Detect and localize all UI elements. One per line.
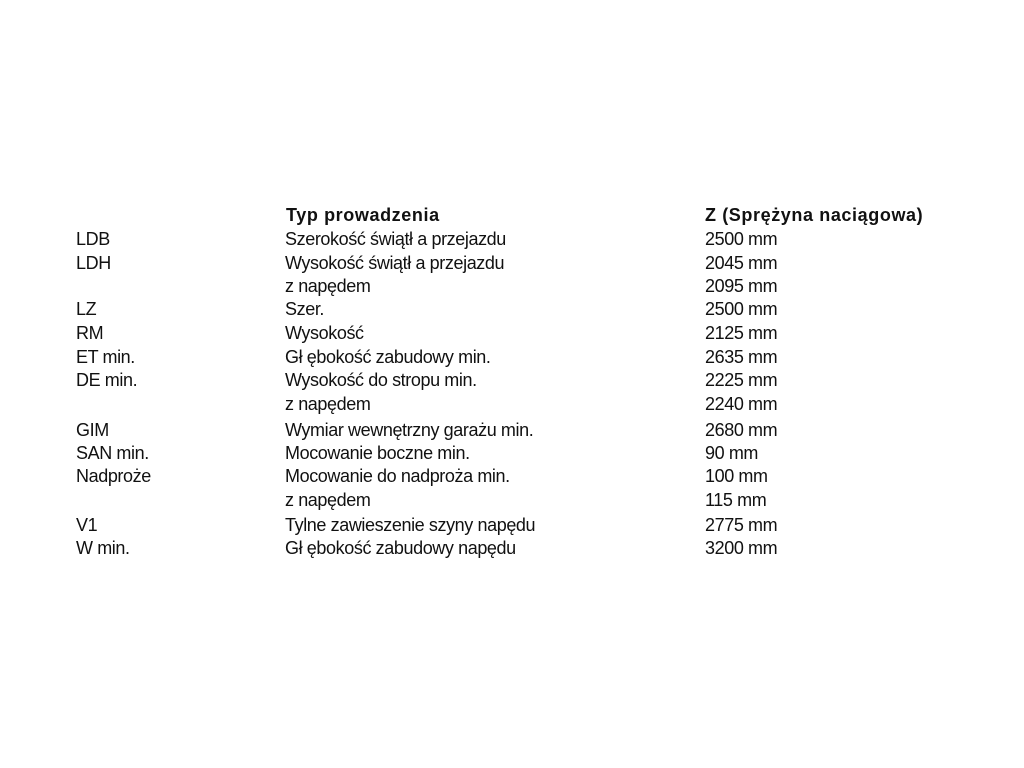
row-value: 115 mm (705, 490, 767, 510)
row-code: W min. (76, 538, 130, 558)
row-description: z napędem (285, 490, 371, 510)
row-value: 2225 mm (705, 370, 778, 390)
row-description: z napędem (285, 276, 371, 296)
row-value: 2775 mm (705, 515, 778, 535)
row-description: Gł ębokość zabudowy napędu (285, 538, 516, 558)
row-value: 2045 mm (705, 253, 778, 273)
row-value: 90 mm (705, 443, 759, 463)
row-description: z napędem (285, 394, 371, 414)
row-code: Nadproże (76, 466, 151, 486)
row-value: 2500 mm (705, 299, 778, 319)
row-value: 2125 mm (705, 323, 778, 343)
row-description: Tylne zawieszenie szyny napędu (285, 515, 536, 535)
row-description: Wysokość (285, 323, 364, 343)
header-spring-type: Z (Sprężyna naciągowa) (705, 205, 924, 225)
row-code: RM (76, 323, 104, 343)
row-value: 2500 mm (705, 229, 778, 249)
row-code: V1 (76, 515, 98, 535)
row-code: LZ (76, 299, 97, 319)
row-description: Mocowanie do nadproża min. (285, 466, 510, 486)
row-value: 2680 mm (705, 420, 778, 440)
row-value: 100 mm (705, 466, 768, 486)
row-description: Wysokość do stropu min. (285, 370, 477, 390)
row-code: GIM (76, 420, 109, 440)
row-code: ET min. (76, 347, 135, 367)
row-description: Szer. (285, 299, 325, 319)
row-description: Szerokość świątł a przejazdu (285, 229, 506, 249)
row-value: 2240 mm (705, 394, 778, 414)
row-value: 3200 mm (705, 538, 778, 558)
row-description: Gł ębokość zabudowy min. (285, 347, 491, 367)
row-code: DE min. (76, 370, 138, 390)
row-description: Wysokość świątł a przejazdu (285, 253, 505, 273)
row-description: Mocowanie boczne min. (285, 443, 470, 463)
row-value: 2095 mm (705, 276, 778, 296)
header-guide-type: Typ prowadzenia (286, 205, 440, 225)
row-code: LDH (76, 253, 111, 273)
row-description: Wymiar wewnętrzny garażu min. (285, 420, 534, 440)
row-code: SAN min. (76, 443, 149, 463)
row-value: 2635 mm (705, 347, 778, 367)
row-code: LDB (76, 229, 110, 249)
